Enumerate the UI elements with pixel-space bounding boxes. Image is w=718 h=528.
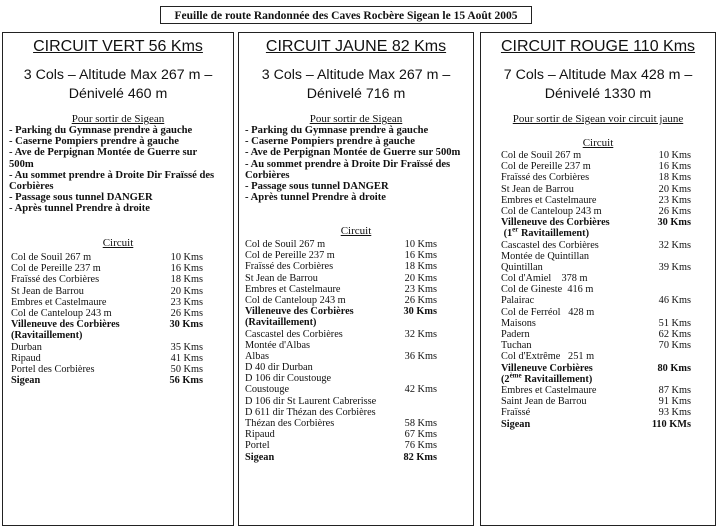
stop-distance: 30 Kms <box>403 306 437 318</box>
exit-heading: Pour sortir de Sigean <box>309 113 403 125</box>
direction-line: - Caserne Pompiers prendre à gauche <box>9 136 179 148</box>
stop-distance: 10 Kms <box>170 252 203 263</box>
stop-place: (Ravitaillement) <box>245 317 317 329</box>
stop-distance: 41 Kms <box>170 352 203 364</box>
stop-distance: 42 Kms <box>404 384 437 396</box>
summary-line: 3 Cols – Altitude Max 267 m – <box>23 67 213 83</box>
stop-place: Col de Pereille 237 m <box>501 161 591 173</box>
stop-distance: 70 Kms <box>658 340 691 352</box>
exit-heading: Pour sortir de Sigean <box>71 113 165 125</box>
direction-line: - Ave de Perpignan Montée de Guerre sur 500m <box>245 147 461 159</box>
stop-place: Col de Souil 267 m <box>245 239 326 250</box>
stop-place: Embres et Castelmaure <box>11 296 107 308</box>
stop-place: St Jean de Barrou <box>245 272 318 284</box>
stops-table <box>481 150 715 430</box>
stop-distance: 91 Kms <box>658 396 691 408</box>
direction-line: - Au sommet prendre à Droite Dir Fraïssé des <box>9 169 215 181</box>
direction-line: - Après tunnel Prendre à droite <box>9 203 150 215</box>
stop-place: Cascastel des Corbières <box>501 239 599 251</box>
stop-distance: 26 Kms <box>404 294 437 306</box>
stop-distance: 10 Kms <box>658 150 691 161</box>
stop-distance: 20 Kms <box>404 272 437 284</box>
stop-place: D 40 dir Durban <box>245 362 313 374</box>
stop-distance: 30 Kms <box>657 217 691 229</box>
stop-place: Col de Canteloup 243 m <box>501 205 602 217</box>
direction-line: - Caserne Pompiers prendre à gauche <box>245 136 415 148</box>
stop-place: Durban <box>11 341 42 353</box>
stop-distance: 62 Kms <box>658 329 691 340</box>
stop-place: Palairac <box>501 295 535 307</box>
circuit-heading: Circuit <box>582 137 614 149</box>
circuit-summary <box>481 66 715 104</box>
stop-distance: 23 Kms <box>170 296 203 308</box>
stop-place: Sigean <box>501 418 531 430</box>
stop-place: Padern <box>501 329 530 340</box>
stop-distance: 20 Kms <box>170 285 203 297</box>
directions-list <box>9 125 227 215</box>
stop-place: Col d'Amiel 378 m <box>501 273 588 285</box>
stop-place: D 106 dir St Laurent Cabrerisse <box>245 395 377 407</box>
stop-distance: 36 Kms <box>404 350 437 362</box>
document-title: Feuille de route Randonnée des Caves Rocbère Sigean le 15 Août 2005 <box>160 6 532 24</box>
stops-table <box>3 252 233 386</box>
stop-distance: 20 Kms <box>658 183 691 195</box>
stop-place: Thézan des Corbières <box>245 418 335 429</box>
stop-place: D 106 dir Coustouge <box>245 373 332 385</box>
stop-place: Maisons <box>501 317 536 329</box>
stop-distance: 51 Kms <box>658 317 691 329</box>
stop-distance: 56 Kms <box>169 375 203 387</box>
stop-place: Albas <box>245 350 270 362</box>
stop-place: Portel des Corbières <box>11 363 95 375</box>
stop-place: Col de Gineste 416 m <box>501 284 594 296</box>
stop-place: Cascastel des Corbières <box>245 328 343 340</box>
directions-list <box>245 125 467 203</box>
stop-distance: 16 Kms <box>658 161 691 173</box>
stop-distance: 32 Kms <box>404 328 437 340</box>
stop-place: Sigean <box>245 451 275 463</box>
stop-distance: 30 Kms <box>169 319 203 331</box>
stop-place: Portel <box>245 440 270 452</box>
stop-place: Montée d'Albas <box>245 339 311 351</box>
stop-distance: 82 Kms <box>403 451 437 463</box>
summary-line: Dénivelé 1330 m <box>544 86 652 102</box>
ordinal-suffix: ème <box>509 371 522 380</box>
stop-distance: 87 Kms <box>658 384 691 396</box>
stop-place: Embres et Castelmaure <box>501 194 597 206</box>
stop-distance: 93 Kms <box>658 407 691 419</box>
summary-line: 7 Cols – Altitude Max 428 m – <box>503 67 693 83</box>
summary-line: Dénivelé 460 m <box>68 86 168 102</box>
stop-place: Fraïssé des Corbières <box>11 274 100 286</box>
stop-place: Villeneuve Corbières <box>501 362 593 374</box>
circuit-title: CIRCUIT JAUNE 82 Kms <box>265 38 447 55</box>
stop-distance: 23 Kms <box>404 283 437 295</box>
stop-distance: 32 Kms <box>658 239 691 251</box>
stop-place: Col de Pereille 237 m <box>11 263 101 275</box>
circuit-heading: Circuit <box>102 237 134 249</box>
stop-place: Villeneuve des Corbières <box>501 217 610 229</box>
stop-place: Col de Pereille 237 m <box>245 250 335 262</box>
circuit-jaune-panel <box>238 32 474 526</box>
stop-distance: 26 Kms <box>170 307 203 319</box>
stop-place: Embres et Castelmaure <box>245 283 341 295</box>
stop-place: Col de Souil 267 m <box>501 150 582 161</box>
direction-line: Corbières <box>9 181 54 193</box>
stop-place: Col de Ferréol 428 m <box>501 306 595 318</box>
stop-place: Col de Canteloup 243 m <box>245 294 346 306</box>
stop-distance: 67 Kms <box>404 429 437 441</box>
stop-distance: 23 Kms <box>658 194 691 206</box>
stop-place: Fraïssé des Corbières <box>245 261 334 273</box>
stop-distance: 76 Kms <box>404 440 437 452</box>
stop-place: Fraïssé <box>501 407 531 419</box>
circuit-heading: Circuit <box>340 225 372 237</box>
stop-place: Sigean <box>11 375 41 387</box>
circuit-summary <box>239 66 473 104</box>
stop-place: Coustouge <box>245 384 290 396</box>
stop-place: St Jean de Barrou <box>11 285 84 297</box>
stop-place: Embres et Castelmaure <box>501 384 597 396</box>
summary-line: 3 Cols – Altitude Max 267 m – <box>261 67 451 83</box>
circuit-title: CIRCUIT VERT 56 Kms <box>33 38 203 55</box>
stop-place: St Jean de Barrou <box>501 183 574 195</box>
stop-distance: 110 KMs <box>651 418 691 430</box>
direction-line: Corbières <box>245 169 290 181</box>
summary-line: Dénivelé 716 m <box>306 86 406 102</box>
direction-line: - Parking du Gymnase prendre à gauche <box>245 125 429 136</box>
direction-line: - Après tunnel Prendre à droite <box>245 192 386 204</box>
stop-distance: 58 Kms <box>404 418 437 429</box>
stop-place-text: (2 <box>501 373 510 385</box>
direction-line: - Au sommet prendre à Droite Dir Fraïssé des <box>245 158 451 170</box>
stop-place: Fraïssé des Corbières <box>501 172 590 184</box>
stop-place <box>501 225 691 240</box>
stop-place: Tuchan <box>501 340 532 352</box>
stop-place: D 611 dir Thézan des Corbières <box>245 406 376 418</box>
stop-distance: 16 Kms <box>404 250 437 262</box>
direction-line: - Passage sous tunnel DANGER <box>245 181 389 193</box>
stop-distance: 26 Kms <box>658 205 691 217</box>
stop-distance: 35 Kms <box>170 341 203 353</box>
stop-place: Ripaud <box>11 352 41 364</box>
stop-place: Quintillan <box>501 261 543 273</box>
stop-place: Ripaud <box>245 429 275 441</box>
direction-line: - Ave de Perpignan Montée de Guerre sur <box>9 147 198 159</box>
stop-place: Col de Canteloup 243 m <box>11 307 112 319</box>
stop-place: Villeneuve des Corbières <box>11 319 120 331</box>
stop-place-text: Ravitaillement) <box>518 228 590 240</box>
stop-distance: 18 Kms <box>170 274 203 286</box>
stop-distance: 39 Kms <box>658 261 691 273</box>
stops-table <box>239 239 473 463</box>
circuit-summary <box>3 66 233 104</box>
stop-distance: 18 Kms <box>658 172 691 184</box>
circuit-title: CIRCUIT ROUGE 110 Kms <box>500 38 696 55</box>
stop-distance: 18 Kms <box>404 261 437 273</box>
stop-place: Villeneuve des Corbières <box>245 306 354 318</box>
exit-heading: Pour sortir de Sigean voir circuit jaune <box>512 113 684 125</box>
stop-place: Saint Jean de Barrou <box>501 396 587 408</box>
stop-place: Montée de Quintillan <box>501 250 590 262</box>
stop-place: Col de Souil 267 m <box>11 252 92 263</box>
circuit-vert-panel <box>2 32 234 526</box>
stop-place-text: Ravitaillement) <box>521 373 593 385</box>
direction-line: - Passage sous tunnel DANGER <box>9 192 153 204</box>
stop-distance: 10 Kms <box>404 239 437 250</box>
stop-place <box>501 371 691 385</box>
stop-distance: 80 Kms <box>657 362 691 374</box>
direction-line: - Parking du Gymnase prendre à gauche <box>9 125 193 136</box>
stop-distance: 46 Kms <box>658 295 691 307</box>
stop-place-text: (1 <box>503 228 513 240</box>
stop-place: Col d'Extrême 251 m <box>501 351 595 363</box>
stop-distance: 50 Kms <box>170 363 203 375</box>
stop-distance: 16 Kms <box>170 263 203 275</box>
ordinal-suffix: er <box>512 225 519 234</box>
direction-line: 500m <box>9 158 34 170</box>
stop-place: (Ravitaillement) <box>11 330 83 342</box>
circuit-rouge-panel <box>480 32 716 526</box>
